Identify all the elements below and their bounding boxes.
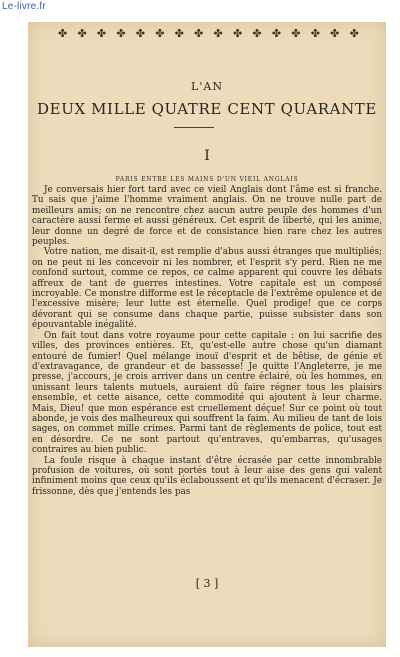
chapter-number: I [204, 148, 210, 164]
ornament-icon: ✤ [155, 27, 164, 40]
ornament-icon: ✤ [116, 27, 125, 40]
book-title: DEUX MILLE QUATRE CENT QUARANTE [37, 100, 377, 118]
ornament-icon: ✤ [58, 27, 67, 40]
ornament-icon: ✤ [96, 27, 106, 40]
title-prefix: L'AN [191, 80, 223, 93]
paragraph: Votre nation, me disait-il, est remplie d'abus aussi étranges que multipliés; on ne peut ni les concevoir ni les nombrer, et l'esprit s'y perd. Rien ne me confond surtout, comme ce repos, ce calme apparent qui couvre les débats affreux de tant de guerres intestines. Votre capitale est un composé incroyable. Ce monstre difforme est le réceptacle de l'extrême opulence et de l'excessive misère; leur lutte est éternelle. Quel prodige! que ce corps dévorant qui se consume dans chaque partie, puisse subsister dans son épouvantable inégalité. [32, 247, 382, 331]
paragraph: On fait tout dans votre royaume pour cette capitale : on lui sacrifie des villes, des provinces entières. Et, qu'est-elle autre chose qu'un diamant entouré de fumier! Quel mélange inouï d'esprit et de bêtise, de génie et d'extravagance, de grandeur et de bassesse! Je quitte l'Angleterre, je me presse, j'accours, je crois arriver dans un centre éclairé, où les hommes, en unissant leurs talents mutuels, auraient dû faire régner tous les plaisirs ensemble, et cette aisance, cette commodité qui ajoutent à leur charme. Mais, Dieu! que mon espérance est cruellement déçue! Sur ce point où tout abonde, je vois des malheureux qui souffrent la faim. Au milieu de tant de lois sages, on commet mille crimes. Parmi tant de règlements de police, tout est en désordre. Ce ne sont partout qu'entraves, qu'embarras, qu'usages contraires au bien public. [32, 330, 382, 456]
book-page [28, 22, 386, 647]
paragraph: Je conversais hier fort tard avec ce vieil Anglais dont l'âme est si franche. Tu sais que j'aime l'homme vraiment anglais. On ne trouve nulle part de meilleurs amis; on ne rencontre chez aucun autre peuple des hommes d'un caractère aussi ferme et aussi généreux. Cet esprit de liberté, qui les anime, leur donne un degré de force et de consistance bien rare chez les autres peuples. [32, 185, 382, 248]
title-divider [174, 127, 214, 128]
ornament-icon: ✤ [291, 27, 300, 40]
page-number: [ 3 ] [195, 577, 219, 590]
chapter-title: PARIS ENTRE LES MAINS D'UN VIEIL ANGLAIS [115, 176, 299, 183]
ornament-icon: ✤ [349, 27, 358, 40]
ornament-icon: ✤ [310, 27, 319, 40]
ornament-icon: ✤ [232, 27, 242, 40]
paragraph: La foule risque à chaque instant d'être écrasée par cette innombrable profusion de voitures, où sont portés tout à leur aise des gens qui valent infiniment moins que ceux qu'ils éclaboussent et qu'ils menacent d'écraser. Je frissonne, dès que j'entends les pas [32, 455, 382, 497]
ornament-icon: ✤ [213, 27, 222, 40]
watermark: Le-livre.fr [2, 1, 46, 12]
ornament-icon: ✤ [330, 27, 339, 40]
header-ornament [58, 26, 358, 42]
body-text [32, 185, 382, 497]
ornament-icon: ✤ [174, 27, 183, 40]
ornament-icon: ✤ [77, 27, 86, 40]
ornament-icon: ✤ [271, 27, 281, 40]
ornament-icon: ✤ [194, 27, 203, 40]
ornament-icon: ✤ [252, 27, 261, 40]
ornament-icon: ✤ [135, 27, 144, 40]
